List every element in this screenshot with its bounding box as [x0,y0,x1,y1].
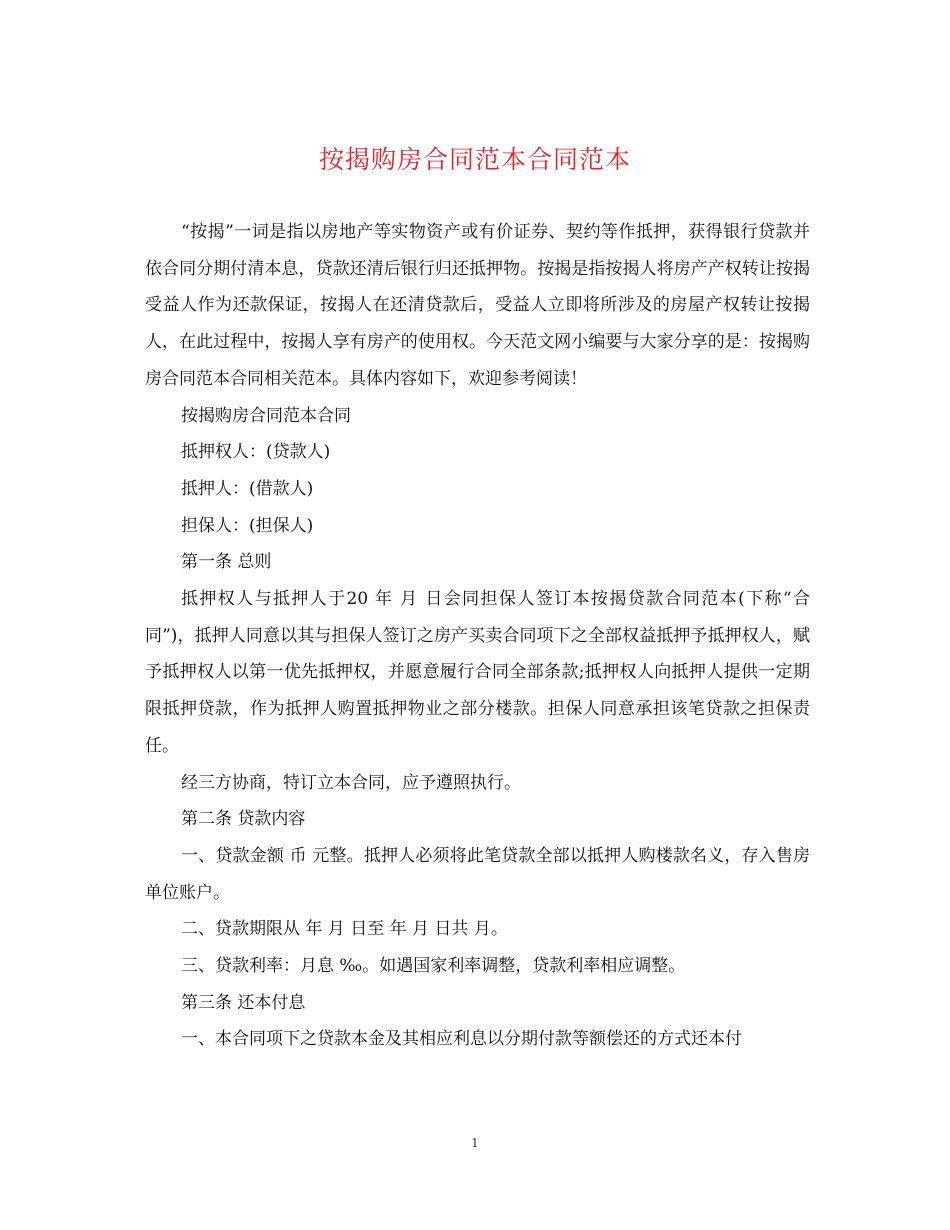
paragraph-loan-amount: 一、贷款金额 币 元整。抵押人必须将此笔贷款全部以抵押人购楼款名义，存入售房单位账户。 [145,845,810,903]
page-number: 1 [471,1136,479,1150]
paragraph-repayment: 一、本合同项下之贷款本金及其相应利息以分期付款等额偿还的方式还本付 [181,1029,742,1050]
paragraph-article-2-heading: 第二条 贷款内容 [181,809,306,830]
paragraph-article-1-body: 抵押权人与抵押人于20 年 月 日会同担保人签订本按揭贷款合同范本(下称“合同”)，抵押人同意以其与担保人签订之房产买卖合同项下之全部权益抵押予抵押权人，赋予抵押权人以第一优先抵押权，并愿意履行合同全部条款;抵押权人向抵押人提供一定期限抵押贷款，作为抵押人购置抵押物业之部分楼款。担保人同意承担该笔贷款之担保责任。 [145,589,810,756]
paragraph-mortgagor: 抵押人：(借款人) [181,478,314,499]
paragraph-intro: “按揭”一词是指以房地产等实物资产或有价证券、契约等作抵押，获得银行贷款并依合同分期付清本息，贷款还清后银行归还抵押物。按揭是指按揭人将房产产权转让按揭受益人作为还款保证，按揭人在还清贷款后，受益人立即将所涉及的房屋产权转让按揭人，在此过程中，按揭人享有房产的使用权。今天范文网小编要与大家分享的是：按揭购房合同范本合同相关范本。具体内容如下，欢迎参考阅读！ [145,222,810,389]
paragraph-loan-term: 二、贷款期限从 年 月 日至 年 月 日共 月。 [181,919,508,940]
paragraph-interest-rate: 三、贷款利率：月息 ‰。如遇国家利率调整，贷款利率相应调整。 [181,956,686,977]
paragraph-agreement: 经三方协商，特订立本合同，应予遵照执行。 [181,772,521,793]
paragraph-article-1-heading: 第一条 总则 [181,552,272,573]
document-body [145,214,810,1058]
paragraph-guarantor: 担保人：(担保人) [181,515,314,536]
paragraph-article-3-heading: 第三条 还本付息 [181,992,306,1013]
paragraph-mortgagee: 抵押权人：(贷款人) [181,442,331,463]
paragraph-contract-name: 按揭购房合同范本合同 [181,405,351,426]
page-title: 按揭购房合同范本合同范本 [318,145,631,174]
